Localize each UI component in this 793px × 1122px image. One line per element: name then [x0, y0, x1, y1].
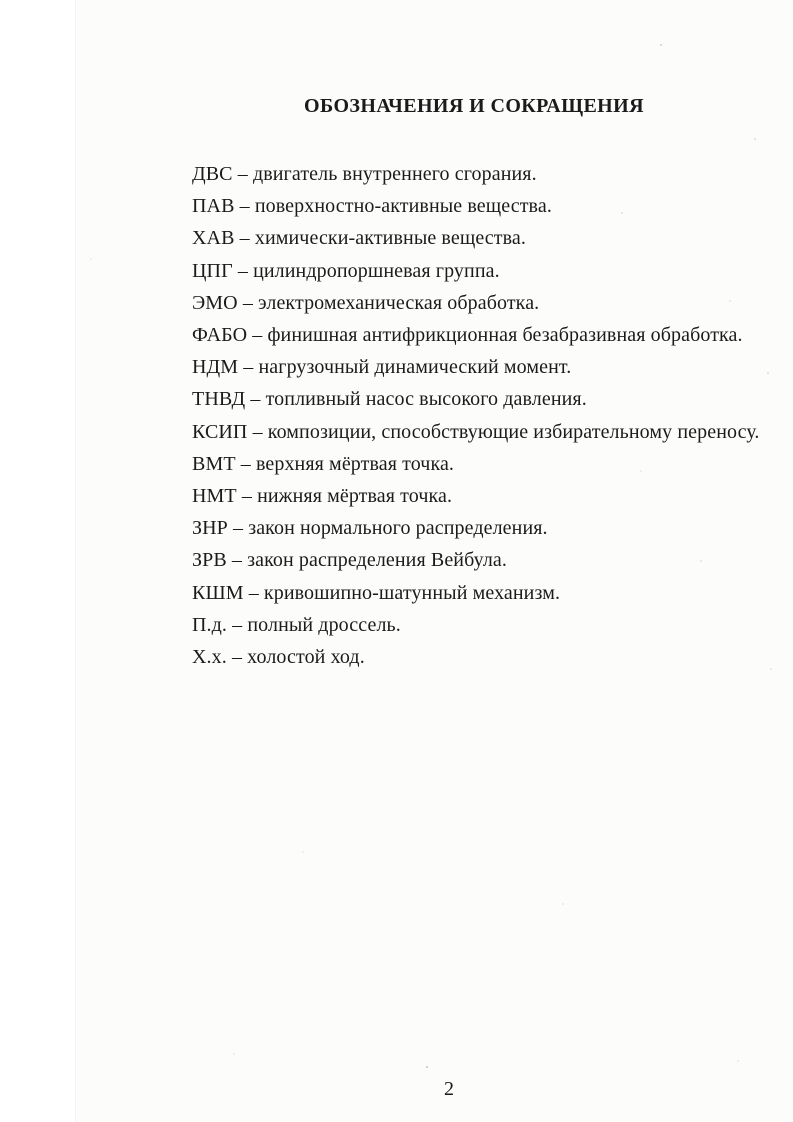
- separator-dash: –: [245, 388, 266, 411]
- separator-dash: –: [237, 291, 259, 314]
- separator-dash: –: [247, 324, 268, 347]
- abbreviation-definition: химически-активные вещества.: [254, 227, 526, 250]
- abbreviation-definition: цилиндропоршневая группа.: [253, 259, 500, 282]
- abbreviation-item: [192, 351, 760, 383]
- separator-dash: –: [226, 646, 248, 669]
- abbreviation-term: ВМТ: [192, 452, 236, 475]
- abbreviation-definition: двигатель внутреннего сгорания.: [252, 163, 537, 185]
- abbreviation-definition: поверхностно-активные вещества.: [254, 195, 552, 218]
- abbreviation-term: НМТ: [192, 485, 237, 508]
- abbreviation-definition: композиции, способствующие избирательному переносу.: [267, 420, 760, 443]
- abbreviation-term: ХАВ: [192, 227, 235, 250]
- separator-dash: –: [226, 549, 248, 572]
- abbreviation-definition: закон распределения Вейбула.: [247, 549, 507, 572]
- page-number: 2: [444, 1078, 454, 1100]
- abbreviation-item: [192, 383, 760, 415]
- separator-dash: –: [243, 581, 264, 604]
- separator-dash: –: [234, 227, 255, 250]
- abbreviation-term: П.д.: [192, 613, 228, 636]
- abbreviation-definition: полный дроссель.: [247, 613, 401, 636]
- separator-dash: –: [232, 163, 253, 185]
- abbreviation-definition: топливный насос высокого давления.: [265, 388, 587, 411]
- abbreviation-item: [192, 641, 760, 673]
- abbreviation-item: [192, 448, 760, 480]
- abbreviation-term: НДМ: [192, 356, 239, 379]
- separator-dash: –: [227, 517, 249, 540]
- scan-left-margin: [0, 0, 76, 1122]
- abbreviation-item: [192, 577, 760, 609]
- abbreviation-term: КСИП: [192, 420, 248, 443]
- abbreviation-item: [192, 222, 760, 254]
- abbreviation-item: [192, 190, 760, 222]
- abbreviation-term: ДВС: [192, 163, 233, 185]
- abbreviation-definition: электромеханическая обработка.: [258, 291, 540, 314]
- abbreviation-definition: верхняя мёртвая точка.: [255, 452, 455, 475]
- abbreviation-term: ЗРВ: [192, 549, 227, 572]
- abbreviation-term: ТНВД: [192, 388, 246, 411]
- page-title: ОБОЗНАЧЕНИЯ И СОКРАЩЕНИЯ: [304, 95, 644, 117]
- abbreviation-definition: закон нормального распределения.: [248, 517, 548, 540]
- separator-dash: –: [236, 485, 258, 508]
- abbreviation-term: ЦПГ: [192, 259, 233, 282]
- abbreviation-item: [192, 255, 760, 287]
- abbreviation-term: ПАВ: [192, 195, 235, 218]
- abbreviation-definition: нагрузочный динамический момент.: [258, 356, 572, 379]
- abbreviation-item: [192, 416, 760, 448]
- abbreviation-definition: холостой ход.: [247, 646, 365, 669]
- separator-dash: –: [232, 259, 254, 282]
- abbreviation-item: [192, 544, 760, 576]
- abbreviation-term: КШМ: [192, 581, 244, 604]
- abbreviation-list: [192, 158, 760, 673]
- abbreviation-definition: финишная антифрикционная безабразивная обработка.: [267, 324, 743, 347]
- abbreviation-item: [192, 512, 760, 544]
- abbreviation-term: ЭМО: [192, 291, 238, 314]
- scan-noise-specks: [0, 0, 2, 2]
- separator-dash: –: [227, 613, 248, 636]
- abbreviation-item: [192, 609, 760, 641]
- separator-dash: –: [247, 420, 268, 443]
- abbreviation-term: ФАБО: [192, 324, 248, 347]
- abbreviation-term: Х.х.: [192, 646, 227, 669]
- abbreviation-term: ЗНР: [192, 517, 228, 540]
- abbreviation-definition: кривошипно-шатунный механизм.: [263, 581, 561, 604]
- abbreviation-item: [192, 480, 760, 512]
- abbreviation-definition: нижняя мёртвая точка.: [257, 485, 453, 508]
- separator-dash: –: [235, 452, 256, 475]
- abbreviation-item: [192, 319, 760, 351]
- separator-dash: –: [238, 356, 259, 379]
- abbreviation-item: [192, 287, 760, 319]
- abbreviation-item: [192, 158, 760, 190]
- separator-dash: –: [234, 195, 255, 218]
